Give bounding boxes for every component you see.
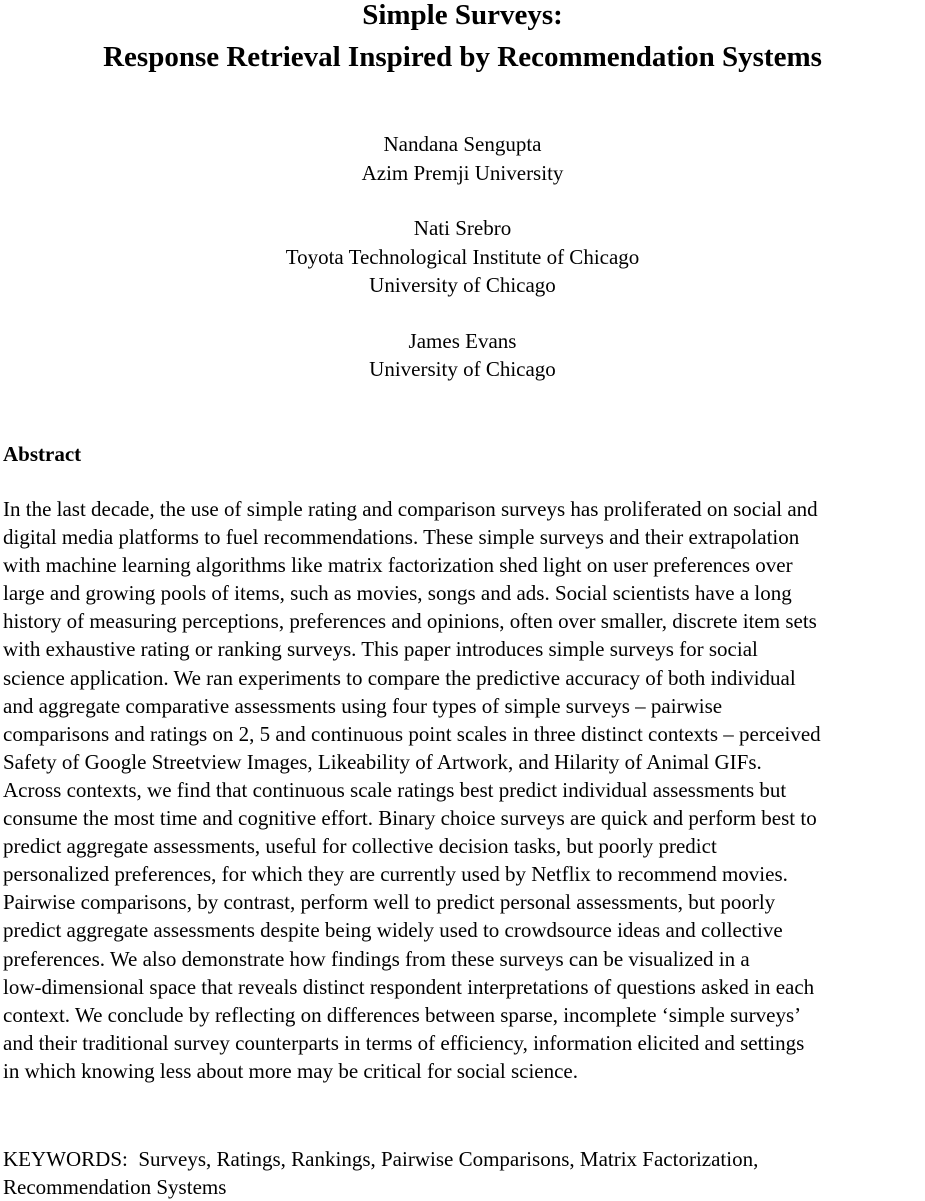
abstract-line: history of measuring perceptions, preferences and opinions, often over smaller, discrete item sets (3, 609, 817, 634)
abstract-line: with exhaustive rating or ranking surveys. This paper introduces simple surveys for social (3, 637, 758, 662)
abstract-body (3, 495, 925, 1085)
keywords (3, 1145, 925, 1201)
abstract-heading: Abstract (3, 442, 82, 466)
abstract-line: and aggregate comparative assessments using four types of simple surveys – pairwise (3, 693, 723, 718)
abstract-line: large and growing pools of items, such as movies, songs and ads. Social scientists have a long (3, 581, 792, 606)
abstract-line: predict aggregate assessments despite being widely used to crowdsource ideas and collective (3, 918, 783, 943)
abstract-line: Pairwise comparisons, by contrast, perform well to predict personal assessments, but poorly (3, 890, 776, 915)
abstract-line: In the last decade, the use of simple rating and comparison surveys has proliferated on social and (3, 497, 818, 521)
abstract-line: with machine learning algorithms like matrix factorization shed light on user preferences over (3, 553, 793, 578)
abstract-line: preferences. We also demonstrate how findings from these surveys can be visualized in a (3, 946, 750, 971)
author-name: Nandana Sengupta (383, 132, 542, 156)
abstract-line: comparisons and ratings on 2, 5 and continuous point scales in three distinct contexts – perceived (3, 721, 821, 746)
abstract-line: context. We conclude by reflecting on differences between sparse, incomplete ‘simple surveys’ (3, 1002, 802, 1027)
abstract-line: in which knowing less about more may be critical for social science. (3, 1058, 578, 1083)
author-name: James Evans (408, 328, 517, 353)
author-affiliation: Azim Premji University (361, 160, 564, 185)
title-line: Response Retrieval Inspired by Recommendation Systems (103, 41, 822, 73)
abstract-line: predict aggregate assessments, useful for collective decision tasks, but poorly predict (3, 834, 717, 859)
abstract-line: science application. We ran experiments to compare the predictive accuracy of both individual (3, 665, 796, 690)
author-affiliation: University of Chicago (369, 273, 556, 297)
title-line: Simple Surveys: (362, 0, 563, 31)
paper-title (0, 0, 925, 78)
abstract-line: low-dimensional space that reveals distinct respondent interpretations of questions asked in each (3, 974, 815, 999)
abstract-line: and their traditional survey counterparts in terms of efficiency, information elicited and settings (3, 1030, 805, 1055)
keywords-line: Recommendation Systems (3, 1175, 227, 1199)
abstract-line: consume the most time and cognitive effort. Binary choice surveys are quick and perform best to (3, 806, 817, 831)
author-list (0, 130, 925, 411)
author-block (0, 214, 925, 300)
abstract-line: Safety of Google Streetview Images, Likeability of Artwork, and Hilarity of Animal GIFs. (3, 749, 762, 774)
author-affiliation: Toyota Technological Institute of Chicago (285, 244, 640, 269)
keywords-line: KEYWORDS: Surveys, Ratings, Rankings, Pairwise Comparisons, Matrix Factorization, (3, 1147, 759, 1171)
abstract-line: digital media platforms to fuel recommendations. These simple surveys and their extrapolation (3, 525, 800, 550)
abstract-line: personalized preferences, for which they are currently used by Netflix to recommend movies. (3, 862, 788, 887)
abstract-line: Across contexts, we find that continuous scale ratings best predict individual assessments but (3, 777, 787, 802)
author-name: Nati Srebro (413, 216, 512, 240)
author-block (0, 327, 925, 384)
author-block (0, 130, 925, 187)
author-affiliation: University of Chicago (369, 357, 556, 381)
